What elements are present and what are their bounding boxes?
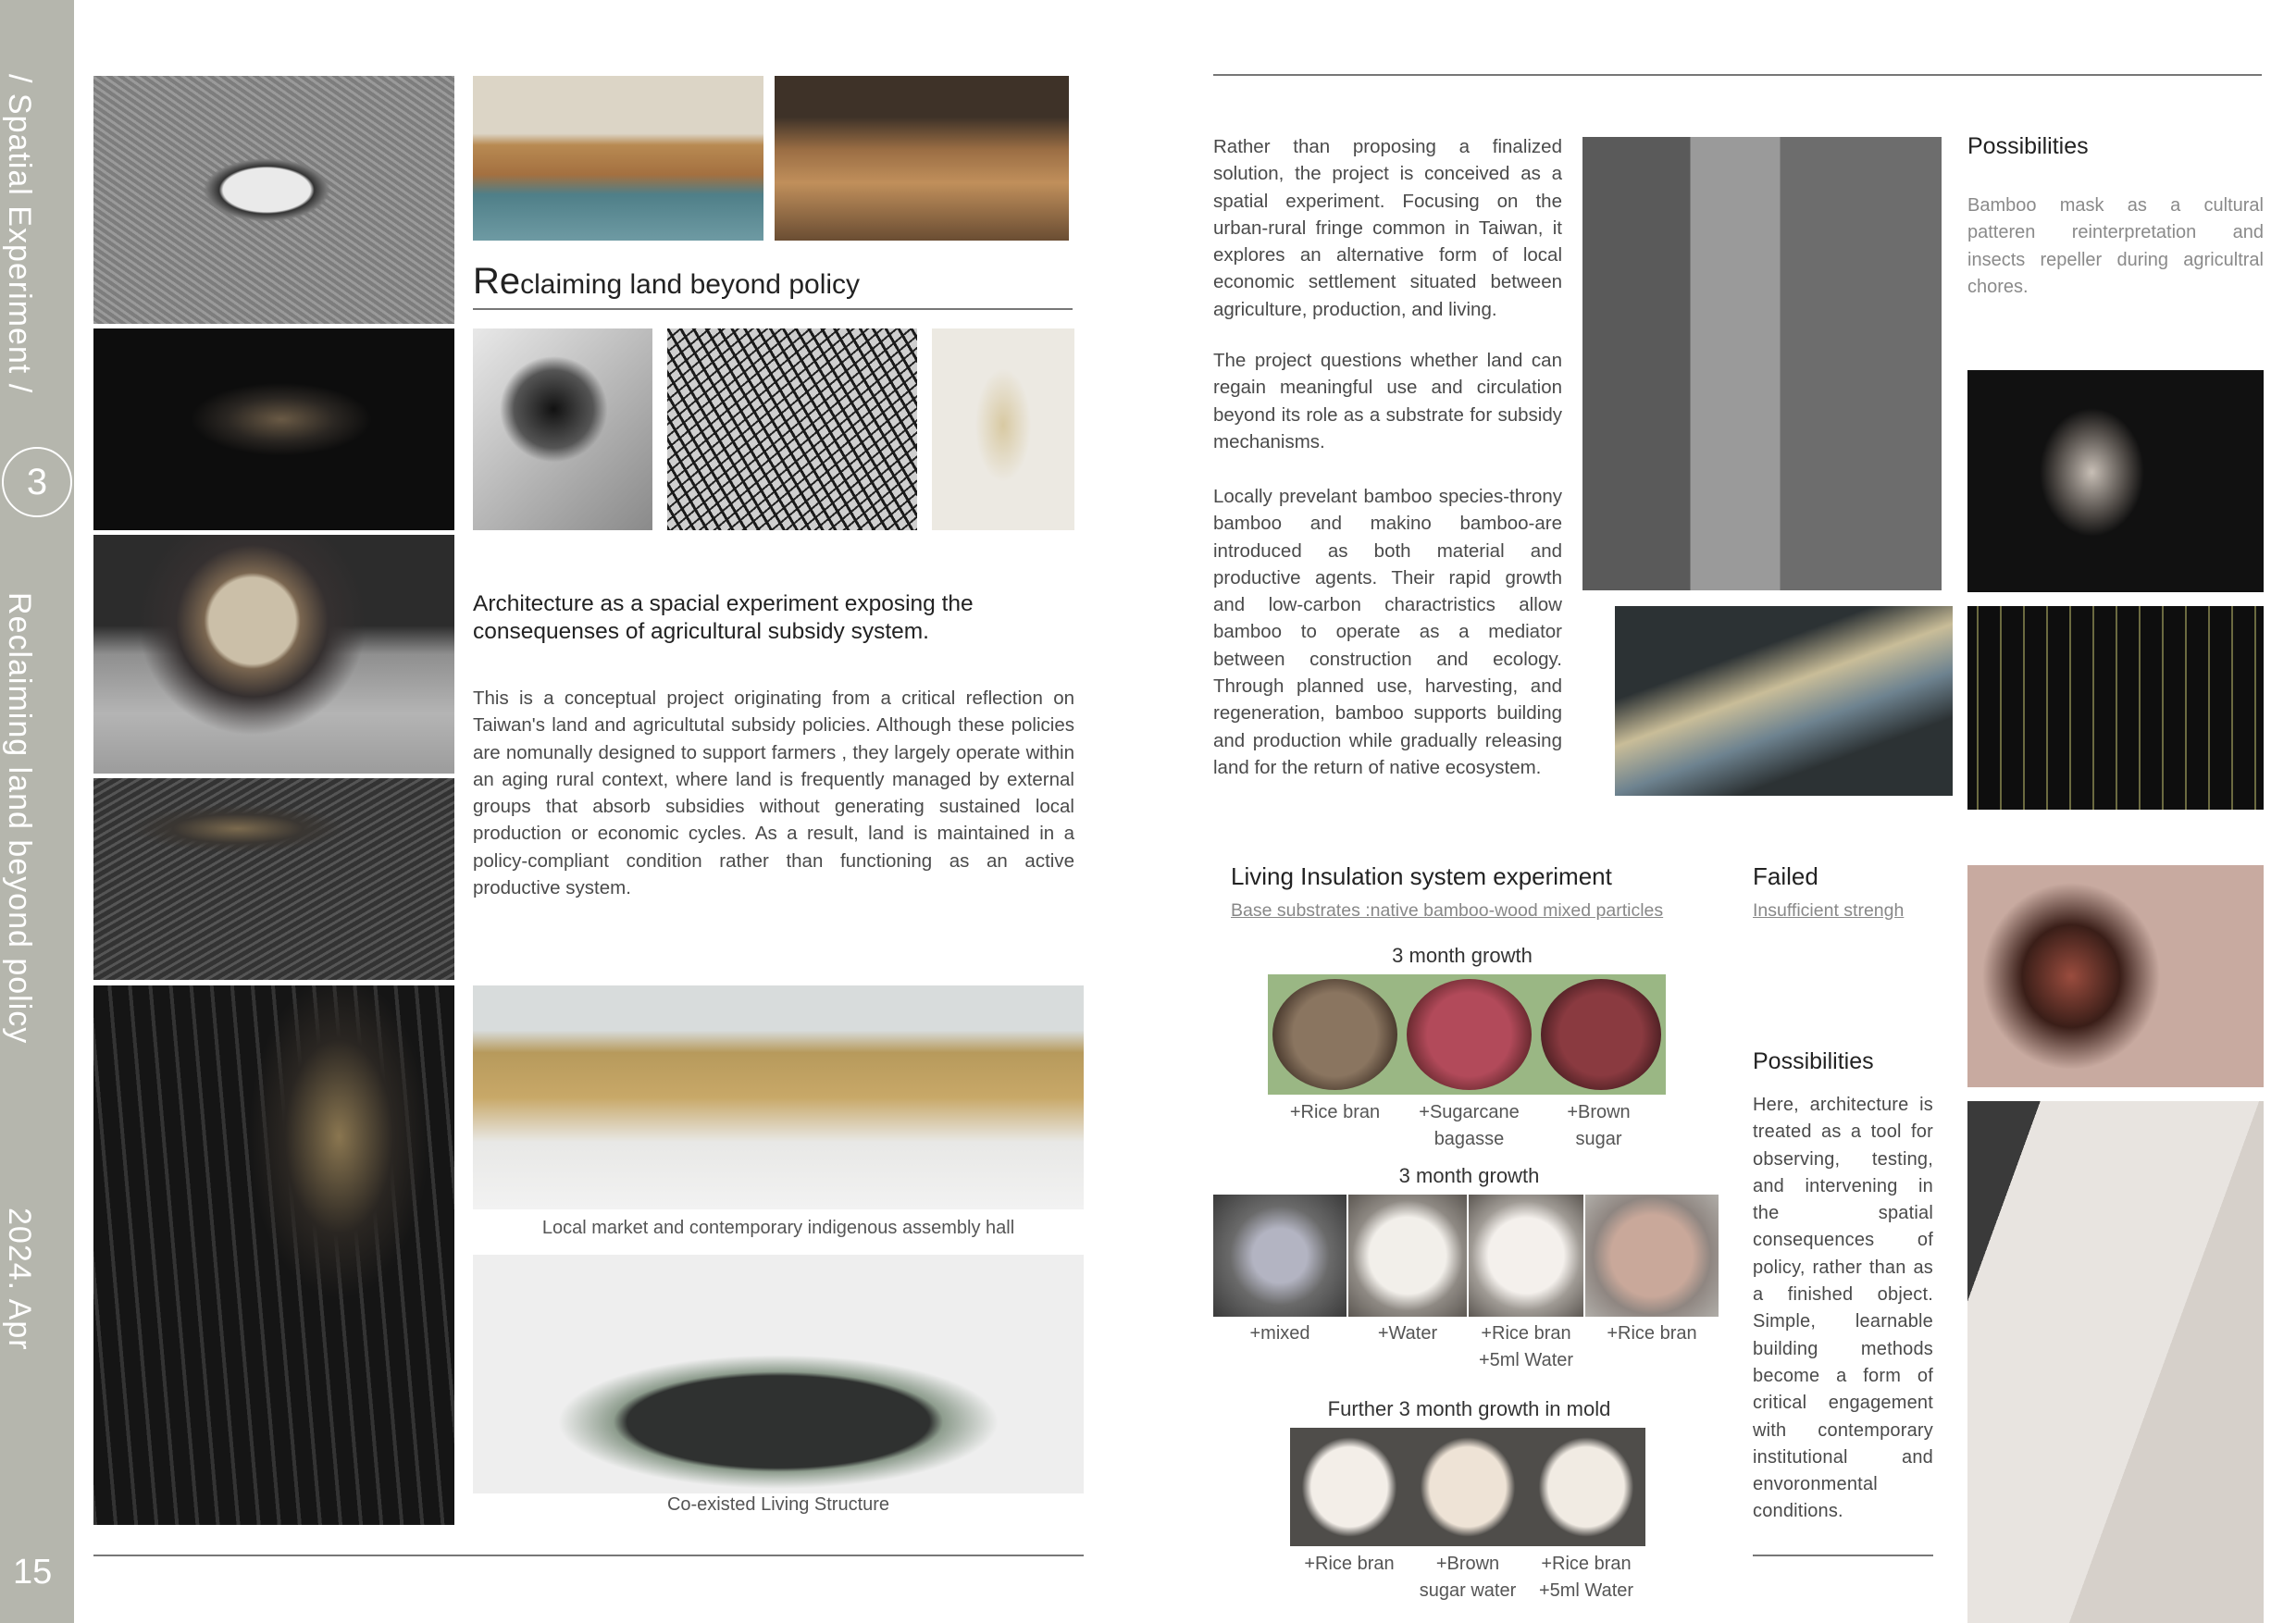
growth-2-label-2: +Water [1377,1323,1438,1344]
title-rest: claiming land beyond policy [520,269,861,300]
growth-2-sample-3 [1469,1195,1583,1317]
experiment-title: Living Insulation system experiment [1231,862,1612,890]
growth-3-label-3: +Rice bran +5ml Water [1538,1554,1634,1601]
growth-2-sample-4 [1585,1195,1719,1317]
growth-3-label-2: +Brown sugar water [1419,1554,1517,1601]
growth-1-sample-1 [1268,974,1402,1095]
possibilities-title: Possibilities [1967,133,2089,159]
growth-2-sample-1 [1213,1195,1347,1317]
project-title-vertical: Reclaiming land beyond policy [2,592,37,1045]
page-number: 15 [13,1553,53,1592]
failed-title: Failed [1753,862,1818,890]
possibilities-2-title: Possibilities [1753,1048,1874,1074]
site-map-image [93,76,454,324]
growth-3-sample-2 [1409,1428,1527,1546]
photo-wall-installation-image [1967,1101,2264,1623]
left-bottom-rule [93,1555,1084,1556]
paragraph-3: Locally prevelant bamboo species-throny bamboo and makino bamboo-are introduced as both material and productive agents. Their rapid growth and low-carbon charactristics allow bamboo to operate as a mediator between construction and ecology. Through planned use, harvesting, and regeneration, bamboo supports building and production while gradually releasing land for the return of native ecosystem. [1213,486,1562,778]
growth-2-title: 3 month growth [1398,1164,1540,1187]
mask-profile-image [1967,865,2264,1087]
growth-3-sample-1 [1290,1428,1409,1546]
paragraph-2: The project questions whether land can regain meaningful use and circulation beyond its role as a substrate for subsidy mechanisms. [1213,350,1562,452]
market-hall-model-image [473,985,1084,1209]
failed-subtitle: Insufficient strengh [1753,900,1905,921]
intro-paragraph: This is a conceptual project originating from a critical reflection on Taiwan's land and agricultutal subsidy policies. Although these policies are nomunally designed to support farmers , they largely operate within an aging rural context, where land is frequently managed by external groups that absorb subsidies without generating sustained local production or economic cycles. As a result, land is maintained in a policy-compliant condition rather than functioning as an active productive system. [473,688,1074,899]
bamboo-walkway-image [93,778,454,980]
growth-2-label-3: +Rice bran +5ml Water [1478,1323,1574,1370]
mask-portrait-image [1967,370,2264,592]
bamboo-lines-image [667,328,917,530]
moon-field-image [93,535,454,774]
growth-2-label-4: +Rice bran [1607,1323,1697,1344]
section-label: / Spatial Experiment / [2,74,37,394]
growth-3-title: Further 3 month growth in mold [1327,1397,1611,1420]
paragraph-1: Rather than proposing a finalized solution, the project is conceived as a spatial experiment. Focusing on the urban-rural fringe common in Taiwan, it explores an alternative form of local economic settlement situated between agriculture, production, and living. [1213,136,1562,320]
growth-1-sample-2 [1402,974,1536,1095]
growth-1-label-2: +Sugarcane bagasse [1419,1102,1520,1149]
market-hall-caption: Local market and contemporary indigenous assembly hall [541,1218,1015,1238]
experiment-subtitle: Base substrates :native bamboo-wood mixed particles [1231,900,1664,921]
title-rule [473,308,1073,310]
earth-structure-render-image [775,76,1069,241]
growth-1-label-3: +Brown sugar [1567,1102,1631,1149]
bamboo-reflection-image [1967,606,2264,810]
possibilities-mask-text: Bamboo mask as a cultural patteren reinterpretation and insects repeller during agricultral chores. [1967,195,2264,297]
date-label: 2024. Apr [2,1208,37,1351]
sidebar [0,0,74,1623]
chapter-number: 3 [2,447,72,517]
growth-1-sample-3 [1536,974,1666,1095]
living-structure-caption: Co-existed Living Structure [666,1494,890,1515]
bamboo-forest-lanterns-image [93,985,454,1525]
title-prefix: Re [473,261,521,302]
growth-2-sample-2 [1348,1195,1467,1317]
growth-1-label-1: +Rice bran [1289,1102,1381,1122]
living-structure-model-image [473,1255,1084,1493]
growth-1-title: 3 month growth [1392,944,1533,967]
growth-3-sample-3 [1527,1428,1645,1546]
bamboo-model-image [932,328,1074,530]
growth-2-label-1: +mixed [1249,1323,1310,1344]
left-title [473,261,860,303]
right-top-rule [1213,74,2262,76]
bamboo-pavilion-render-image [473,76,763,241]
night-render-lights-image [93,328,454,530]
possibilities-rule [1753,1555,1933,1556]
subtitle: Architecture as a spacial experiment exposing the consequenses of agricultural subsidy system. [473,591,974,644]
ink-texture-image [473,328,652,530]
possibilities-2-text: Here, architecture is treated as a tool for observing, testing, and intervening in the spatial consequences of policy, rather than as a finished object. Simple, learnable building methods become a form of critical engagement with contemporary institutional and envoronmental conditions. [1753,1095,1933,1522]
growth-3-label-1: +Rice bran [1304,1554,1395,1574]
site-photo-collage-image [1582,137,1942,590]
site-model-image [1615,606,1953,796]
